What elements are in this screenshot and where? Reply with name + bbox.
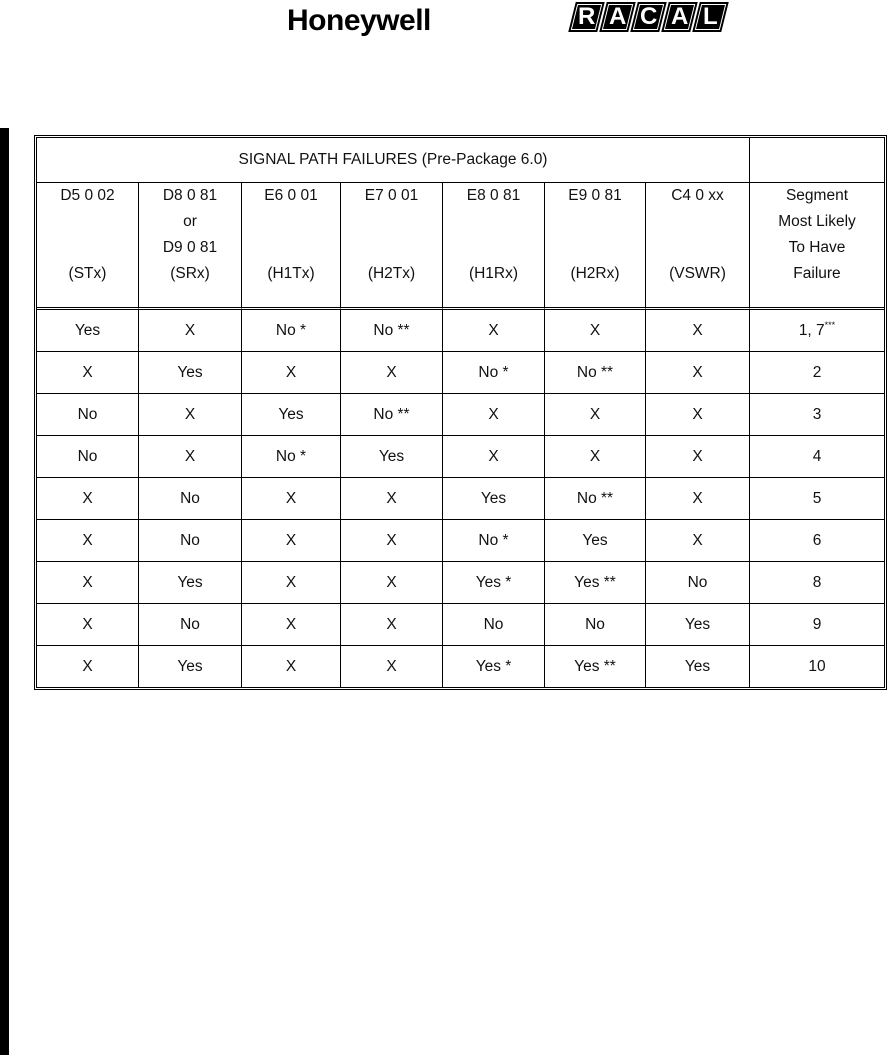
table-cell: Yes bbox=[37, 310, 139, 352]
racal-logo bbox=[572, 2, 727, 32]
racal-logo-letter: L bbox=[692, 2, 728, 32]
table-cell: X bbox=[37, 352, 139, 394]
table-cell: X bbox=[443, 436, 545, 478]
column-header-row bbox=[37, 183, 884, 310]
column-header: D5 0 02 (STx) bbox=[37, 183, 139, 310]
table-cell: X bbox=[242, 604, 341, 646]
table-cell: No ** bbox=[545, 478, 646, 520]
racal-logo-letter: C bbox=[630, 2, 666, 32]
table-title-row bbox=[37, 138, 884, 183]
table-cell: No * bbox=[242, 310, 341, 352]
table-cell: X bbox=[646, 310, 750, 352]
table-cell: Yes bbox=[139, 562, 242, 604]
table-cell: X bbox=[242, 478, 341, 520]
table-cell: No bbox=[139, 520, 242, 562]
table-cell: X bbox=[646, 394, 750, 436]
table-cell: X bbox=[341, 520, 443, 562]
table-cell: X bbox=[37, 562, 139, 604]
table-cell: No ** bbox=[341, 394, 443, 436]
column-header: D8 0 81 or D9 0 81 (SRx) bbox=[139, 183, 242, 310]
table-cell: Yes bbox=[545, 520, 646, 562]
table-cell: No bbox=[545, 604, 646, 646]
table-cell: X bbox=[341, 604, 443, 646]
table-cell: No bbox=[443, 604, 545, 646]
racal-logo-letter: A bbox=[661, 2, 697, 32]
table-cell: X bbox=[37, 604, 139, 646]
table-cell: X bbox=[545, 310, 646, 352]
table-cell: X bbox=[37, 478, 139, 520]
segment-cell: 6 bbox=[750, 520, 884, 562]
table-title: SIGNAL PATH FAILURES (Pre-Package 6.0) bbox=[37, 138, 750, 183]
table-cell: X bbox=[139, 394, 242, 436]
segment-cell: 8 bbox=[750, 562, 884, 604]
honeywell-logo: Honeywell bbox=[287, 4, 431, 37]
table-cell: No bbox=[37, 436, 139, 478]
segment-cell: 5 bbox=[750, 478, 884, 520]
table-cell: X bbox=[646, 436, 750, 478]
table-cell: X bbox=[341, 478, 443, 520]
table-title-blank-cell bbox=[750, 138, 884, 183]
table-cell: No ** bbox=[341, 310, 443, 352]
table-cell: X bbox=[37, 520, 139, 562]
table-cell: No bbox=[139, 604, 242, 646]
table-cell: X bbox=[341, 352, 443, 394]
column-header: C4 0 xx (VSWR) bbox=[646, 183, 750, 310]
table-row bbox=[37, 310, 884, 352]
signal-path-failures-table bbox=[34, 135, 887, 690]
table-cell: X bbox=[545, 394, 646, 436]
signal-path-failures-table-wrapper bbox=[34, 135, 887, 690]
table-cell: X bbox=[242, 562, 341, 604]
segment-cell: 10 bbox=[808, 657, 826, 675]
table-cell: X bbox=[646, 352, 750, 394]
segment-cell: 3 bbox=[750, 394, 884, 436]
segment-cell: 2 bbox=[750, 352, 884, 394]
table-cell: No bbox=[139, 478, 242, 520]
table-cell: X bbox=[646, 478, 750, 520]
table-cell: No ** bbox=[545, 352, 646, 394]
table-cell: Yes bbox=[139, 646, 242, 687]
segment-footnote-marker: *** bbox=[824, 319, 836, 330]
table-row bbox=[37, 436, 884, 478]
table-row bbox=[37, 394, 884, 436]
table-cell: X bbox=[37, 646, 139, 687]
table-cell: No * bbox=[443, 352, 545, 394]
table-cell: X bbox=[242, 352, 341, 394]
table-cell: X bbox=[443, 394, 545, 436]
table-cell: X bbox=[341, 646, 443, 687]
table-cell: X bbox=[242, 646, 341, 687]
racal-logo-letter: A bbox=[599, 2, 635, 32]
table-cell: No * bbox=[242, 436, 341, 478]
segment-cell: 9 bbox=[750, 604, 884, 646]
table-row bbox=[37, 520, 884, 562]
table-cell: Yes bbox=[443, 478, 545, 520]
column-header: E6 0 01 (H1Tx) bbox=[242, 183, 341, 310]
table-cell: Yes bbox=[646, 646, 750, 687]
table-cell: Yes ** bbox=[545, 646, 646, 687]
segment-cell: 1, 7*** bbox=[750, 310, 884, 352]
table-cell: X bbox=[341, 562, 443, 604]
table-cell: X bbox=[139, 310, 242, 352]
table-cell: Yes bbox=[139, 352, 242, 394]
racal-logo-letter: R bbox=[568, 2, 604, 32]
table-cell: Yes * bbox=[443, 562, 545, 604]
table-cell: X bbox=[443, 310, 545, 352]
table-cell: X bbox=[646, 520, 750, 562]
table-cell: X bbox=[139, 436, 242, 478]
table-cell: No * bbox=[443, 520, 545, 562]
table-cell: X bbox=[242, 520, 341, 562]
table-cell: Yes ** bbox=[545, 562, 646, 604]
page-header bbox=[0, 0, 895, 60]
column-header: E9 0 81 (H2Rx) bbox=[545, 183, 646, 310]
table-row bbox=[37, 562, 884, 604]
column-header: E8 0 81 (H1Rx) bbox=[443, 183, 545, 310]
table-cell: Yes * bbox=[443, 646, 545, 687]
table-row bbox=[37, 646, 884, 687]
table-row bbox=[37, 352, 884, 394]
table-cell: No bbox=[37, 394, 139, 436]
table-cell: Yes bbox=[341, 436, 443, 478]
table-cell: Yes bbox=[646, 604, 750, 646]
page-edge-bar bbox=[0, 128, 9, 1055]
segment-column-header: Segment Most Likely To Have Failure bbox=[750, 183, 884, 310]
table-cell: No bbox=[646, 562, 750, 604]
segment-cell: 4 bbox=[750, 436, 884, 478]
table-row bbox=[37, 478, 884, 520]
table-row bbox=[37, 604, 884, 646]
column-header: E7 0 01 (H2Tx) bbox=[341, 183, 443, 310]
table-cell: X bbox=[545, 436, 646, 478]
table-cell: Yes bbox=[242, 394, 341, 436]
